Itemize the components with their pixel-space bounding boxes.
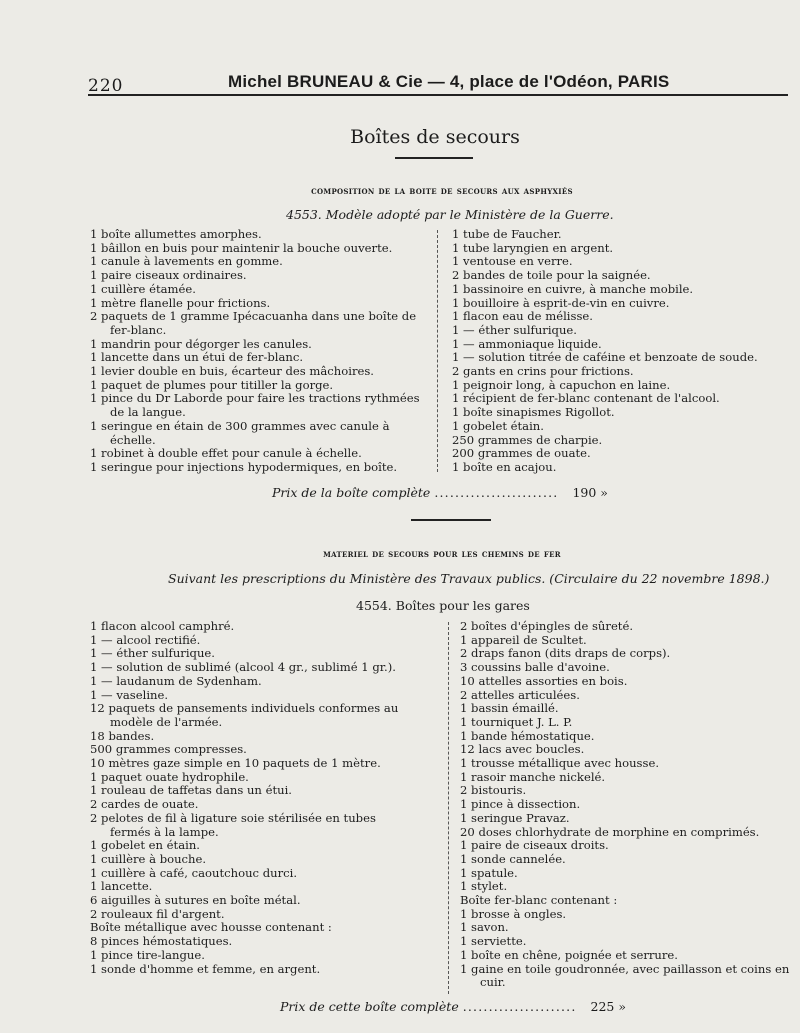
list-item: 2 pelotes de fil à ligature soie stérilisée en tubes fermés à la lampe. [90,810,376,839]
list-item: 2 draps fanon (dits draps de corps). [460,646,671,661]
list-item: 1 — vaseline. [90,687,169,702]
list-item: 3 coussins balle d'avoine. [460,660,610,675]
list-item: 1 spatule. [460,865,518,880]
section-separator-rule [411,519,491,521]
list-item: 1 bassin émaillé. [460,701,559,716]
section2-price-dots: ...................... [462,999,577,1014]
list-item: 1 peignoir long, à capuchon en laine. [452,377,671,392]
list-item: 1 rouleau de taffetas dans un étui. [90,783,292,798]
title-rule [395,157,473,159]
section1-price-value: 190 » [572,485,608,500]
list-item: 1 levier double en buis, écarteur des mâchoires. [90,364,374,379]
list-item: 1 bassinoire en cuivre, à manche mobile. [452,281,694,296]
list-item: 12 paquets de pansements individuels conformes au modèle de l'armée. [90,701,399,729]
list-item: 1 tube de Faucher. [452,227,562,241]
section2-subtitle: Suivant les prescriptions du Ministère des Travaux publics. (Circulaire du 22 novembre 1898.) [168,571,770,586]
section1-price-dots: ........................ [434,485,559,500]
list-item: 1 — solution de sublimé (alcool 4 gr., sublimé 1 gr.). [90,660,396,675]
list-item: 6 aiguilles à sutures en boîte métal. [90,893,301,908]
list-item: 1 pince tire-langue. [90,947,205,962]
list-item: 18 bandes. [90,728,155,743]
list-item: 1 appareil de Scultet. [460,632,587,647]
list-item: 2 gants en crins pour frictions. [452,364,634,379]
list-item: 1 — laudanum de Sydenham. [90,673,262,688]
list-item: 1 trousse métallique avec housse. [460,756,660,771]
page-header [88,70,788,96]
list-item: 2 boîtes d'épingles de sûreté. [460,619,634,633]
list-item: 500 grammes compresses. [90,742,247,757]
section1-price-line [272,485,608,500]
list-item: 1 gobelet étain. [452,418,544,433]
list-item: 1 bâillon en buis pour maintenir la bouche ouverte. [90,240,393,255]
section1-left-list [90,228,420,475]
section2-right-list [460,620,792,990]
list-item: 10 mètres gaze simple en 10 paquets de 1 mètre. [90,756,381,771]
list-item: 1 — éther sulfurique. [452,322,577,337]
list-item: 1 boîte en chêne, poignée et serrure. [460,947,678,962]
list-item: 250 grammes de charpie. [452,432,603,447]
list-item: 1 boîte allumettes amorphes. [90,227,262,241]
list-item: 1 sonde cannelée. [460,851,566,866]
section2-price-label: Prix de cette boîte complète [280,999,459,1014]
list-item: 1 — éther sulfurique. [90,646,215,661]
list-item: 1 tube laryngien en argent. [452,240,614,255]
list-item: 1 stylet. [460,879,508,894]
list-item: 1 lancette dans un étui de fer-blanc. [90,350,304,365]
list-item: 8 pinces hémostatiques. [90,934,233,949]
list-item: 20 doses chlorhydrate de morphine en comprimés. [460,824,760,839]
list-item: 12 lacs avec boucles. [460,742,585,757]
list-item: 1 paquet de plumes pour titiller la gorge. [90,377,334,392]
list-item: 1 serviette. [460,934,527,949]
list-item: 1 mandrin pour dégorger les canules. [90,336,312,351]
section1-column-divider [437,230,438,472]
list-item: 1 pince du Dr Laborde pour faire les tractions rythmées de la langue. [90,391,420,420]
section1-caption: composition de la boite de secours aux asphyxiés [311,185,573,197]
section-title: Boîtes de secours [350,126,520,148]
list-item: 1 brosse à ongles. [460,906,567,921]
section2-price-value: 225 » [590,999,626,1014]
list-item: 1 tourniquet J. L. P. [460,714,573,729]
list-item: 1 seringue pour injections hypodermiques, en boîte. [90,459,398,474]
section2-item-title: 4554. Boîtes pour les gares [356,598,530,613]
list-item: 200 grammes de ouate. [452,446,591,461]
list-item: 1 boîte sinapismes Rigollot. [452,405,615,420]
list-item: 2 bistouris. [460,783,527,798]
list-item: 1 robinet à double effet pour canule à échelle. [90,446,362,461]
list-item: 1 canule à lavements en gomme. [90,254,283,269]
list-item: 1 flacon alcool camphré. [90,619,235,633]
list-item: Boîte métallique avec housse contenant : [90,920,332,935]
list-item: 2 rouleaux fil d'argent. [90,906,225,921]
section1-right-list [452,228,797,475]
list-item: 1 — ammoniaque liquide. [452,336,602,351]
list-item: 1 bande hémostatique. [460,728,595,743]
list-item: 1 bouilloire à esprit-de-vin en cuivre. [452,295,670,310]
list-item: 1 paire ciseaux ordinaires. [90,268,247,283]
list-item: 1 lancette. [90,879,153,894]
section2-price-line [280,999,626,1014]
section2-caption: materiel de secours pour les chemins de fer [323,548,561,560]
list-item: 2 paquets de 1 gramme Ipécacuanha dans une boîte de fer-blanc. [90,309,417,337]
page-number: 220 [88,76,124,96]
list-item: 10 attelles assorties en bois. [460,673,628,688]
list-item: 2 attelles articulées. [460,687,580,702]
section2-column-divider [448,622,449,994]
list-item: 1 flacon eau de mélisse. [452,309,593,324]
list-item: 1 ventouse en verre. [452,254,573,269]
list-item: 1 paquet ouate hydrophile. [90,769,249,784]
list-item: 1 paire de ciseaux droits. [460,838,609,853]
running-head: Michel BRUNEAU & Cie — 4, place de l'Odéon, PARIS [228,72,670,91]
list-item: 1 mètre flanelle pour frictions. [90,295,271,310]
section2-left-list [90,620,420,976]
list-item: 1 cuillère étamée. [90,281,196,296]
list-item: 1 gaine en toile goudronnée, avec paillasson et coins en cuir. [460,961,790,990]
section1-price-label: Prix de la boîte complète [272,485,431,500]
list-item: 1 pince à dissection. [460,797,581,812]
list-item: 1 rasoir manche nickelé. [460,769,606,784]
section1-subtitle: 4553. Modèle adopté par le Ministère de la Guerre. [286,207,614,222]
list-item: Boîte fer-blanc contenant : [460,893,618,908]
list-item: 1 cuillère à café, caoutchouc durci. [90,865,298,880]
list-item: 1 boîte en acajou. [452,459,557,474]
list-item: 1 seringue Pravaz. [460,810,570,825]
list-item: 1 cuillère à bouche. [90,851,207,866]
list-item: 2 bandes de toile pour la saignée. [452,268,651,283]
list-item: 1 sonde d'homme et femme, en argent. [90,961,321,976]
list-item: 1 — solution titrée de caféine et benzoate de soude. [452,350,758,365]
list-item: 2 cardes de ouate. [90,797,199,812]
list-item: 1 savon. [460,920,509,935]
list-item: 1 gobelet en étain. [90,838,200,853]
list-item: 1 récipient de fer-blanc contenant de l'alcool. [452,391,720,406]
list-item: 1 seringue en étain de 300 grammes avec canule à échelle. [90,418,390,447]
list-item: 1 — alcool rectifié. [90,632,201,647]
